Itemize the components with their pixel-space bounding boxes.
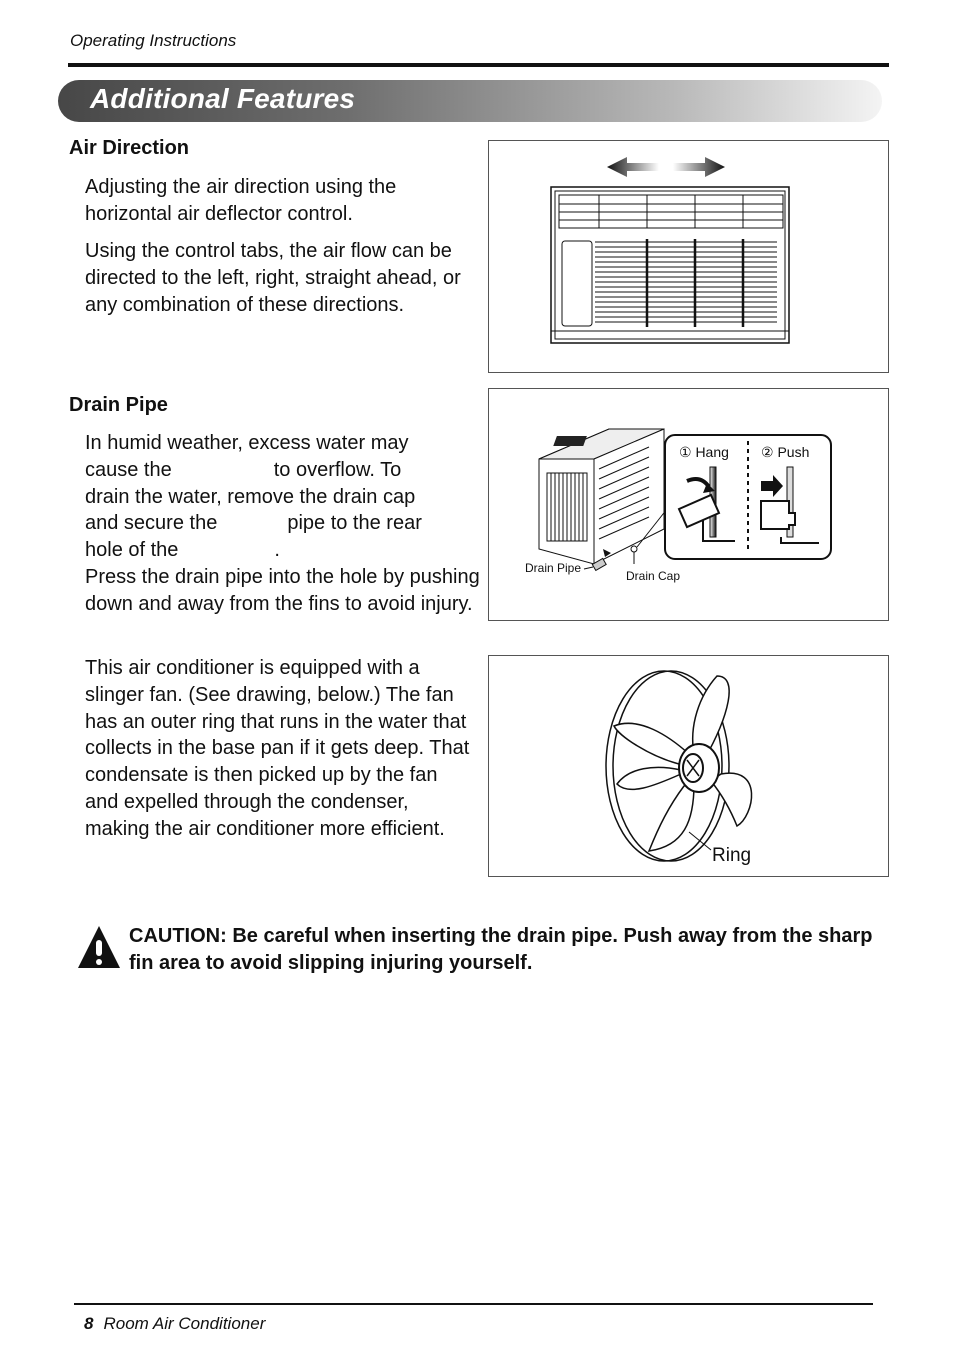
drain-pipe-label: Drain Pipe (525, 561, 582, 575)
drain-pipe-line-5a: hole of the (85, 539, 179, 562)
ring-label: Ring (712, 845, 752, 866)
air-direction-figure (488, 140, 889, 373)
hang-label: ① Hang (679, 444, 729, 460)
drain-pipe-figure (488, 388, 889, 621)
air-direction-paragraph-1: Adjusting the air direction using the horizontal air deflector control. (85, 176, 397, 225)
footer-title: Room Air Conditioner (103, 1314, 266, 1333)
page-footer (84, 1314, 265, 1334)
air-direction-heading: Air Direction (69, 137, 190, 159)
drain-pipe-line-2a: cause the (85, 458, 172, 481)
running-header: Operating Instructions (70, 31, 237, 50)
drain-pipe-heading: Drain Pipe (69, 394, 168, 416)
drain-pipe-illustration (489, 389, 888, 620)
air-direction-paragraph-2: Using the control tabs, the air flow can be directed to the left, right, straight ahead, or any combination of these directions. (85, 240, 461, 316)
warning-icon (76, 924, 122, 970)
drain-pipe-line-4b: pipe to the rear (287, 512, 422, 535)
slinger-fan-illustration (489, 656, 888, 876)
slinger-fan-figure (488, 655, 889, 877)
slinger-fan-paragraph: This air conditioner is equipped with a slinger fan. (See drawing, below.) The fan has an outer ring that runs in the water that collects in the base pan if it gets deep. That condensate is then picked up by the fan and expelled through the condenser, making the air conditioner more efficient. (85, 657, 470, 840)
page-title: Additional Features (90, 83, 356, 114)
drain-pipe-instructions: Press the drain pipe into the hole by pushing down and away from the fins to avoid injury. (85, 565, 480, 615)
header-rule (68, 63, 889, 67)
drain-pipe-line-1: In humid weather, excess water may (85, 432, 409, 454)
air-conditioner-front-illustration (489, 141, 888, 372)
drain-pipe-line-5b: . (274, 539, 280, 562)
drain-pipe-line-3: drain the water, remove the drain cap (85, 485, 416, 508)
drain-pipe-line-2b: to overflow. To (273, 458, 402, 481)
page-number: 8 (84, 1314, 94, 1333)
section-banner (58, 80, 882, 122)
footer-rule (74, 1303, 873, 1305)
drain-pipe-line-4a: and secure the (85, 512, 218, 535)
drain-cap-label: Drain Cap (626, 569, 681, 583)
drain-pipe-paragraph-1 (85, 430, 480, 618)
left-right-arrow-icon (607, 157, 725, 177)
push-label: ② Push (761, 444, 810, 460)
caution-text: CAUTION: Be careful when inserting the drain pipe. Push away from the sharp fin area to avoid slipping injuring yourself. (129, 925, 873, 974)
